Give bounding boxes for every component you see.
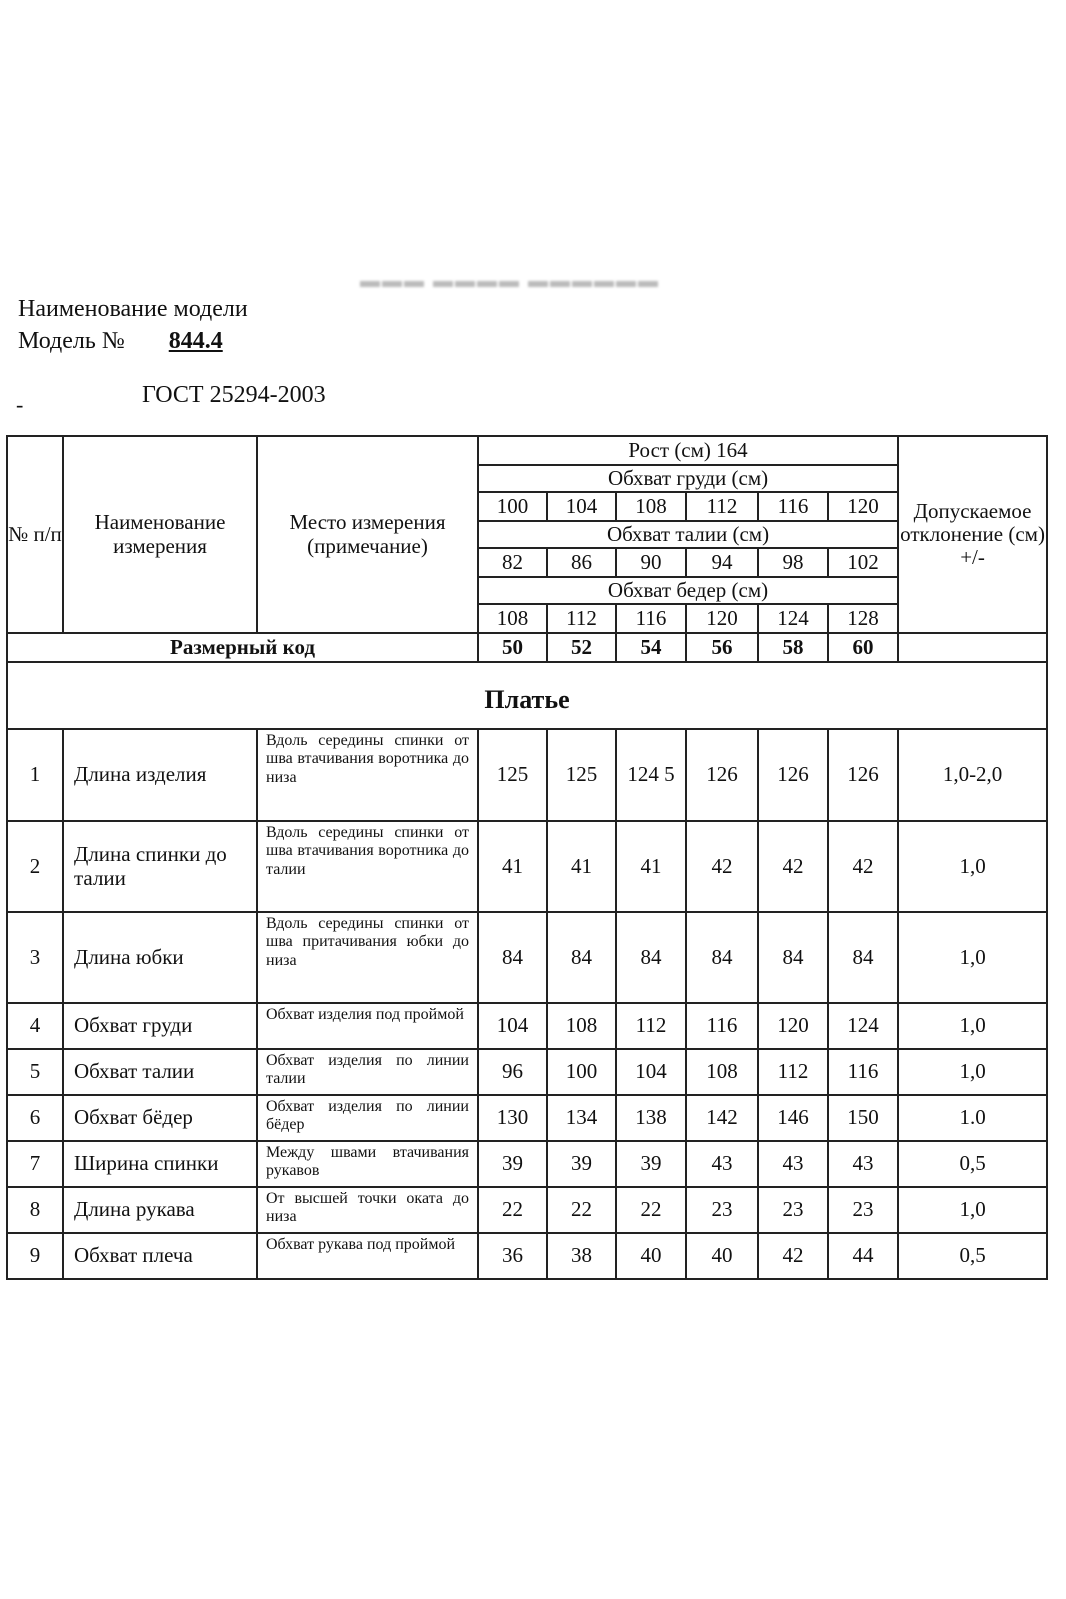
- measurement-place: Обхват рукава под проймой: [257, 1233, 478, 1279]
- measurement-name: Длина спинки до талии: [63, 821, 257, 912]
- waist-value: 86: [547, 548, 616, 577]
- row-number: 3: [7, 912, 63, 1003]
- measurement-value: 23: [686, 1187, 758, 1233]
- measurement-value: 36: [478, 1233, 547, 1279]
- measurement-name: Длина рукава: [63, 1187, 257, 1233]
- measurement-value: 126: [828, 729, 898, 821]
- measurement-value: 125: [478, 729, 547, 821]
- waist-value: 82: [478, 548, 547, 577]
- measurement-value: 124 5: [616, 729, 686, 821]
- measurement-value: 112: [616, 1003, 686, 1049]
- waist-value: 98: [758, 548, 828, 577]
- row-number: 9: [7, 1233, 63, 1279]
- size-code-value: 60: [828, 633, 898, 662]
- hips-value: 116: [616, 604, 686, 633]
- measurement-value: 84: [547, 912, 616, 1003]
- row-number: 4: [7, 1003, 63, 1049]
- measurement-value: 126: [686, 729, 758, 821]
- measurement-value: 22: [478, 1187, 547, 1233]
- col-header-place: Место измерения (примечание): [257, 436, 478, 633]
- measurement-value: 84: [686, 912, 758, 1003]
- measurement-name: Обхват бёдер: [63, 1095, 257, 1141]
- faded-header-text: ▬▬▬ ▬▬▬▬ ▬▬▬▬▬▬: [360, 270, 660, 292]
- measurement-value: 41: [547, 821, 616, 912]
- measurement-value: 130: [478, 1095, 547, 1141]
- measurement-value: 84: [758, 912, 828, 1003]
- size-code-value: 56: [686, 633, 758, 662]
- section-row: [7, 662, 1047, 729]
- measurement-value: 41: [616, 821, 686, 912]
- measurement-value: 146: [758, 1095, 828, 1141]
- measurement-name: Обхват талии: [63, 1049, 257, 1095]
- measurement-value: 42: [758, 1233, 828, 1279]
- measurement-value: 40: [686, 1233, 758, 1279]
- measurement-value: 150: [828, 1095, 898, 1141]
- measurement-value: 134: [547, 1095, 616, 1141]
- measurement-value: 116: [828, 1049, 898, 1095]
- measurement-value: 84: [616, 912, 686, 1003]
- col-header-name: Наименование измерения: [63, 436, 257, 633]
- table-row: [7, 1095, 1047, 1141]
- measurement-value: 42: [758, 821, 828, 912]
- chest-value: 112: [686, 492, 758, 521]
- col-header-number: № п/п: [7, 436, 63, 633]
- measurement-value: 38: [547, 1233, 616, 1279]
- tolerance-value: 1,0: [898, 821, 1047, 912]
- tolerance-value: 1,0: [898, 1003, 1047, 1049]
- measurement-place: Обхват изделия по линии бёдер: [257, 1095, 478, 1141]
- waist-value: 94: [686, 548, 758, 577]
- measurement-value: 96: [478, 1049, 547, 1095]
- model-number-label: Модель №: [18, 328, 125, 354]
- tolerance-value: 0,5: [898, 1141, 1047, 1187]
- table-row: [7, 1049, 1047, 1095]
- measurement-value: 126: [758, 729, 828, 821]
- waist-value: 102: [828, 548, 898, 577]
- measurement-name: Обхват груди: [63, 1003, 257, 1049]
- row-number: 6: [7, 1095, 63, 1141]
- chest-value: 104: [547, 492, 616, 521]
- tolerance-value: 1,0: [898, 912, 1047, 1003]
- gost-standard: ГОСТ 25294-2003: [142, 382, 326, 408]
- measurement-name: Длина юбки: [63, 912, 257, 1003]
- col-header-tolerance: Допускаемое отклонение (см) +/-: [898, 436, 1047, 633]
- measurement-value: 44: [828, 1233, 898, 1279]
- measurement-value: 104: [478, 1003, 547, 1049]
- measurement-value: 42: [686, 821, 758, 912]
- model-number-line: [18, 328, 223, 355]
- hips-label: Обхват бедер (см): [478, 577, 898, 604]
- table-row: [7, 1187, 1047, 1233]
- measurement-value: 23: [758, 1187, 828, 1233]
- size-code-row: [7, 633, 1047, 662]
- measurement-value: 124: [828, 1003, 898, 1049]
- size-code-value: 50: [478, 633, 547, 662]
- table-row: [7, 912, 1047, 1003]
- table-row: [7, 1233, 1047, 1279]
- tolerance-value: 1,0: [898, 1187, 1047, 1233]
- table-row: [7, 821, 1047, 912]
- row-number: 1: [7, 729, 63, 821]
- measurement-place: Обхват изделия по линии талии: [257, 1049, 478, 1095]
- table-row: [7, 1003, 1047, 1049]
- measurement-value: 22: [616, 1187, 686, 1233]
- chest-label: Обхват груди (см): [478, 465, 898, 492]
- measurement-value: 22: [547, 1187, 616, 1233]
- table-row: [7, 729, 1047, 821]
- measurement-value: 39: [478, 1141, 547, 1187]
- waist-value: 90: [616, 548, 686, 577]
- row-number: 5: [7, 1049, 63, 1095]
- tolerance-value: 0,5: [898, 1233, 1047, 1279]
- size-code-empty-cell: [898, 633, 1047, 662]
- measurement-name: Длина изделия: [63, 729, 257, 821]
- size-code-value: 58: [758, 633, 828, 662]
- size-code-label: Размерный код: [7, 633, 478, 662]
- measurement-value: 125: [547, 729, 616, 821]
- hips-value: 108: [478, 604, 547, 633]
- measurement-value: 142: [686, 1095, 758, 1141]
- measurement-value: 108: [686, 1049, 758, 1095]
- chest-value: 116: [758, 492, 828, 521]
- measurement-value: 42: [828, 821, 898, 912]
- measurement-value: 39: [547, 1141, 616, 1187]
- hips-value: 112: [547, 604, 616, 633]
- measurement-value: 112: [758, 1049, 828, 1095]
- measurement-value: 43: [758, 1141, 828, 1187]
- measurement-place: От высшей точки оката до низа: [257, 1187, 478, 1233]
- row-number: 8: [7, 1187, 63, 1233]
- section-title: Платье: [7, 662, 1047, 729]
- table-row: [7, 1141, 1047, 1187]
- model-name-label: Наименование модели: [18, 296, 248, 322]
- measurement-place: Обхват изделия под проймой: [257, 1003, 478, 1049]
- measurement-value: 116: [686, 1003, 758, 1049]
- measurement-value: 43: [828, 1141, 898, 1187]
- height-label: Рост (см) 164: [478, 436, 898, 465]
- measurement-value: 104: [616, 1049, 686, 1095]
- waist-label: Обхват талии (см): [478, 521, 898, 548]
- measurement-name: Ширина спинки: [63, 1141, 257, 1187]
- measurement-name: Обхват плеча: [63, 1233, 257, 1279]
- row-number: 7: [7, 1141, 63, 1187]
- measurement-value: 84: [828, 912, 898, 1003]
- measurement-value: 100: [547, 1049, 616, 1095]
- measurement-value: 40: [616, 1233, 686, 1279]
- chest-value: 100: [478, 492, 547, 521]
- tolerance-value: 1,0: [898, 1049, 1047, 1095]
- measurement-place: Между швами втачивания рукавов: [257, 1141, 478, 1187]
- measurement-place: Вдоль середины спинки от шва притачивания юбки до низа: [257, 912, 478, 1003]
- hips-value: 128: [828, 604, 898, 633]
- hips-value: 124: [758, 604, 828, 633]
- measurement-value: 120: [758, 1003, 828, 1049]
- tolerance-value: 1.0: [898, 1095, 1047, 1141]
- measurement-value: 23: [828, 1187, 898, 1233]
- tolerance-value: 1,0-2,0: [898, 729, 1047, 821]
- row-number: 2: [7, 821, 63, 912]
- measurement-table: [6, 435, 1048, 1280]
- measurement-value: 41: [478, 821, 547, 912]
- measurement-place: Вдоль середины спинки от шва втачивания воротника до талии: [257, 821, 478, 912]
- dash-mark: -: [16, 392, 24, 417]
- measurement-value: 39: [616, 1141, 686, 1187]
- size-code-value: 52: [547, 633, 616, 662]
- measurement-value: 84: [478, 912, 547, 1003]
- measurement-value: 43: [686, 1141, 758, 1187]
- measurement-value: 108: [547, 1003, 616, 1049]
- hips-value: 120: [686, 604, 758, 633]
- model-number-value: 844.4: [168, 328, 223, 354]
- size-code-value: 54: [616, 633, 686, 662]
- measurement-value: 138: [616, 1095, 686, 1141]
- chest-value: 108: [616, 492, 686, 521]
- chest-value: 120: [828, 492, 898, 521]
- measurement-place: Вдоль середины спинки от шва втачивания воротника до низа: [257, 729, 478, 821]
